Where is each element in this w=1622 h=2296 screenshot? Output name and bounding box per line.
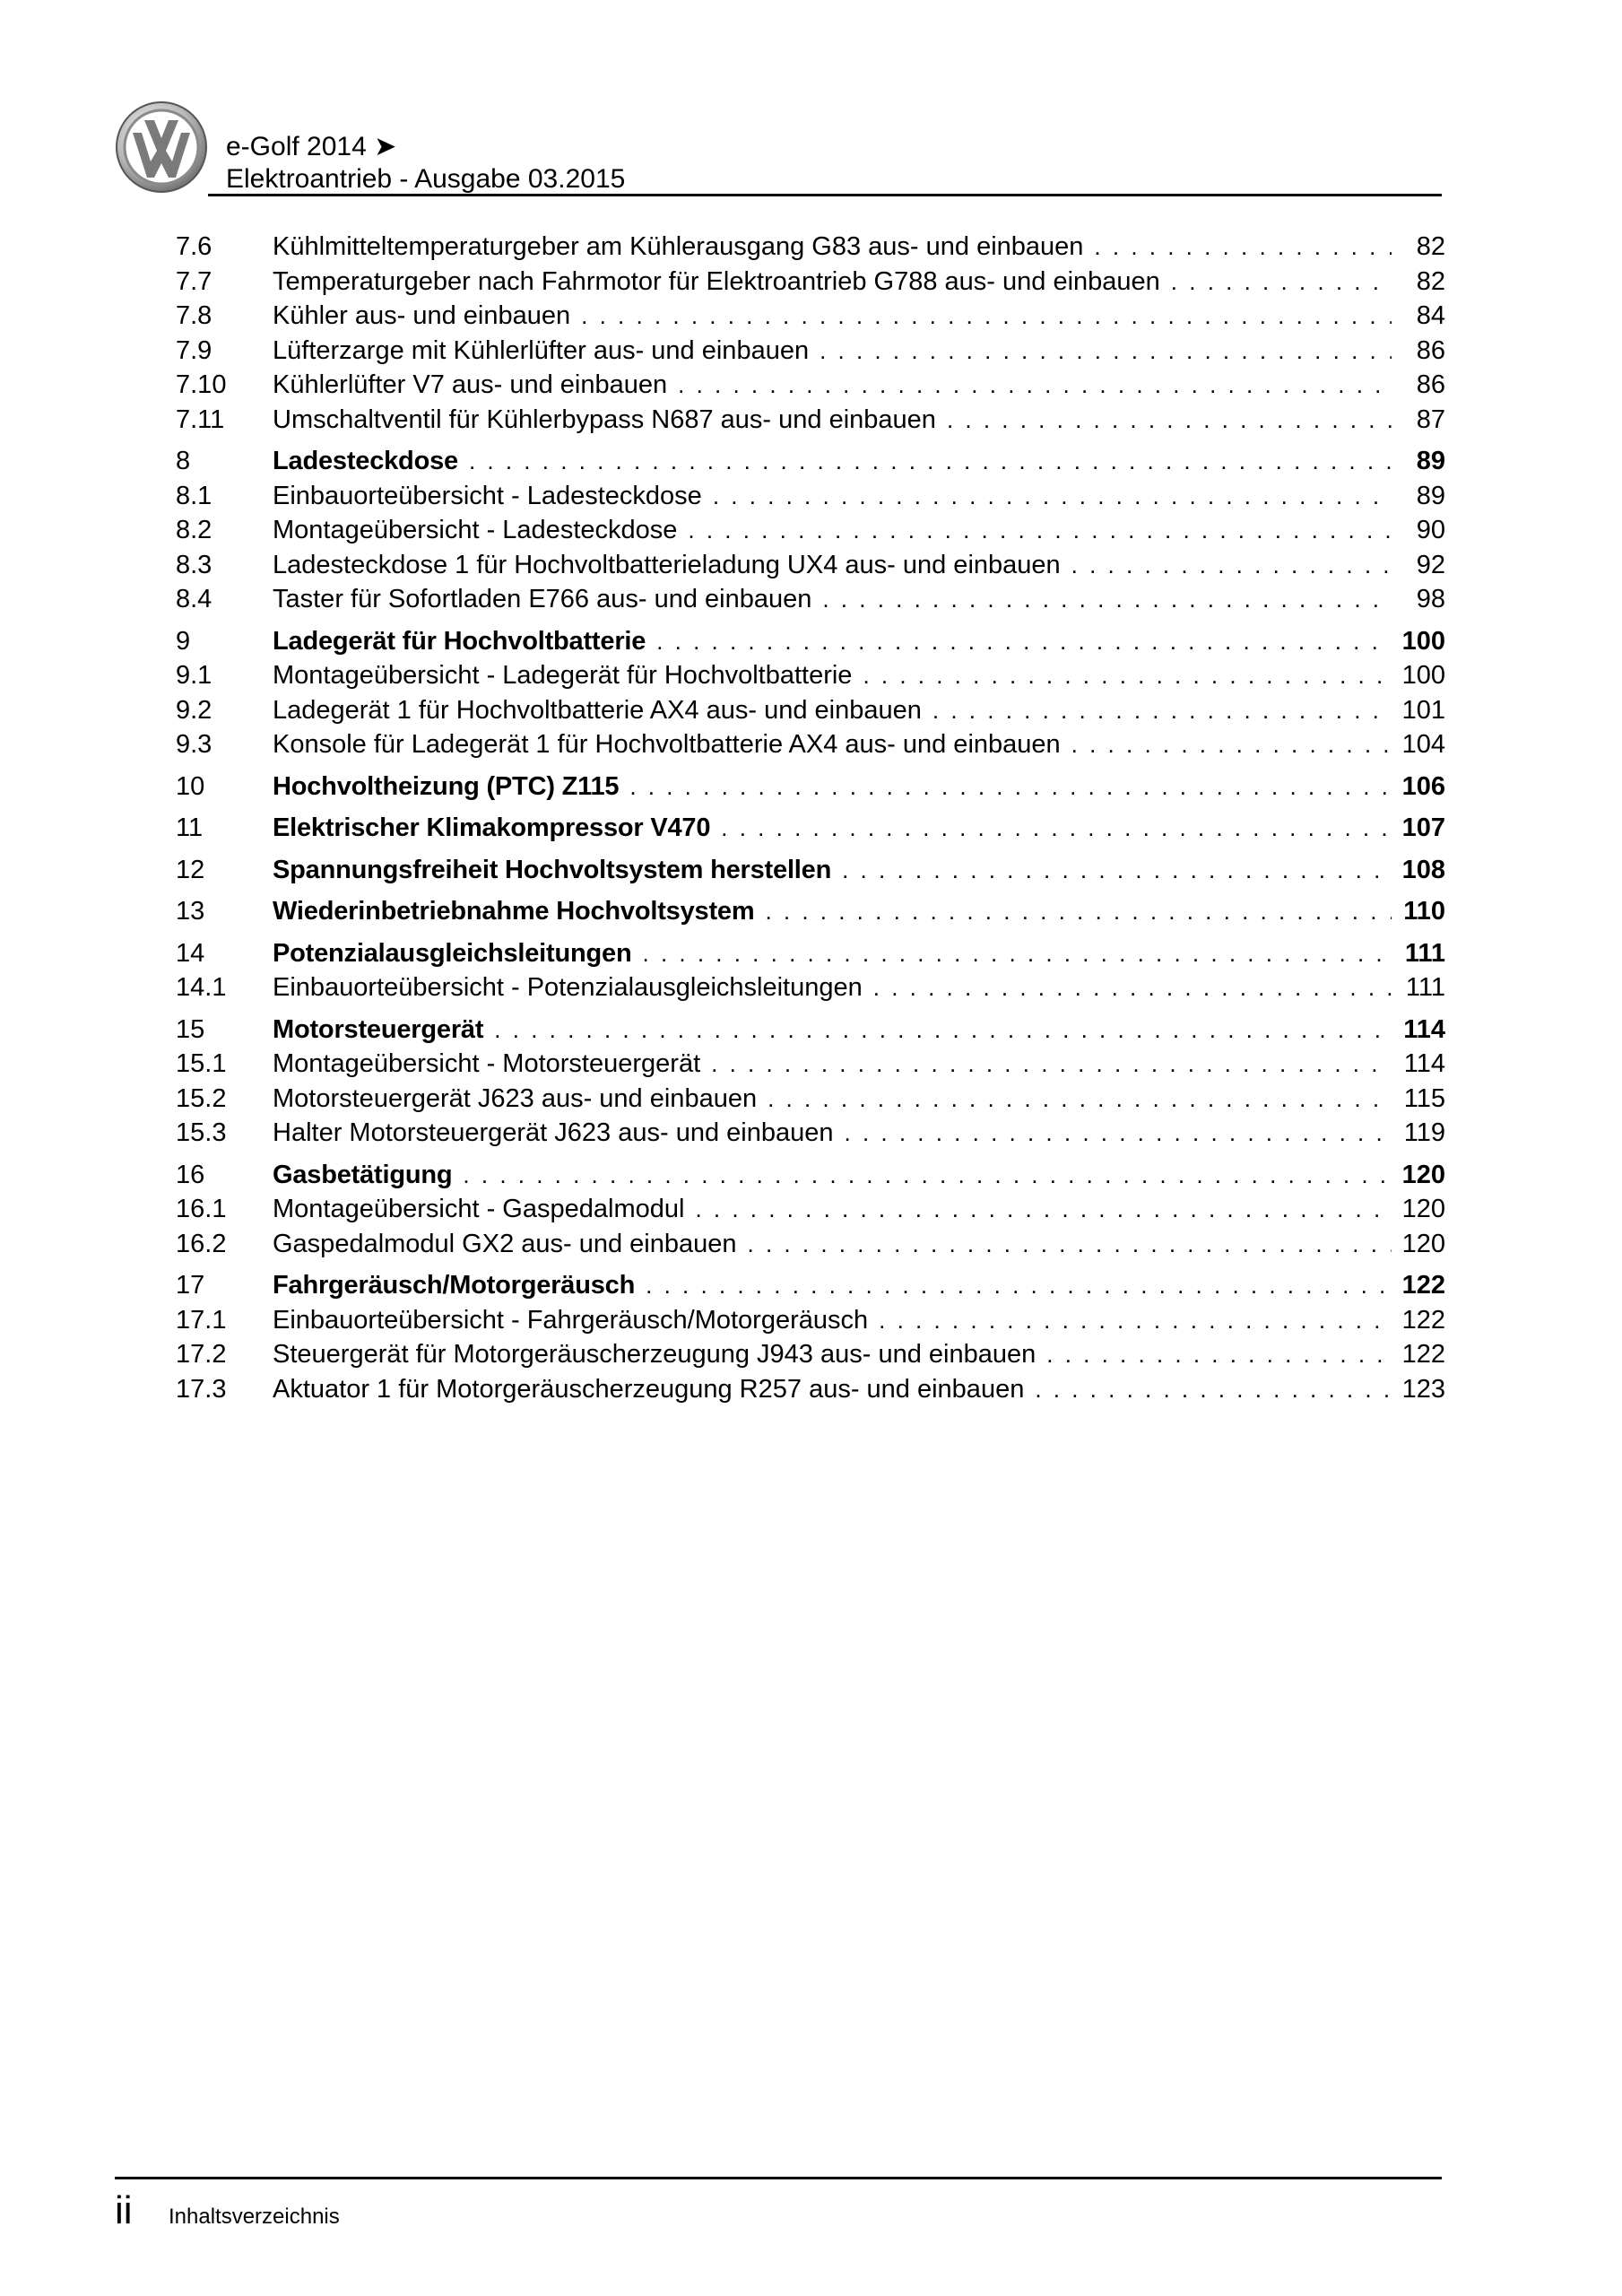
toc-entry-page: 101 xyxy=(1401,695,1445,725)
toc-section-entry[interactable] xyxy=(176,727,1445,762)
toc-chapter-entry[interactable] xyxy=(176,853,1445,888)
toc-entry-page: 111 xyxy=(1404,938,1445,968)
toc-entry-page: 92 xyxy=(1416,550,1445,579)
toc-entry-page: 89 xyxy=(1416,447,1445,475)
toc-entry-page: 120 xyxy=(1401,1195,1445,1223)
toc-entry-title: Motorsteuergerät J623 aus- und einbauen xyxy=(273,1083,758,1113)
toc-entry-title: Umschaltventil für Kühlerbypass N687 aus- und einbauen xyxy=(273,404,936,434)
toc-entry-title: Steuergerät für Motorgeräuscherzeugung J943 aus- und einbauen xyxy=(273,1340,1037,1369)
toc-entry-page: 86 xyxy=(1416,335,1445,365)
toc-dot-leader xyxy=(1171,265,1392,300)
toc-entry-page: 84 xyxy=(1416,301,1445,330)
toc-entry-title: Ladegerät für Hochvoltbatterie xyxy=(273,626,646,656)
toc-entry-number: 16.2 xyxy=(176,1229,227,1258)
toc-entry-number: 15 xyxy=(176,1014,205,1044)
toc-dot-leader xyxy=(581,299,1392,334)
toc-dot-leader xyxy=(822,582,1392,617)
toc-entry-number: 12 xyxy=(176,855,205,884)
header-text xyxy=(226,131,625,196)
toc-entry-number: 17.2 xyxy=(176,1340,227,1369)
toc-entry-page: 111 xyxy=(1405,973,1445,1002)
toc-entry-title: Fahrgeräusch/Motorgeräusch xyxy=(273,1271,636,1300)
toc-section-entry[interactable] xyxy=(176,693,1445,728)
toc-entry-page: 115 xyxy=(1403,1083,1445,1113)
toc-entry-page: 100 xyxy=(1401,626,1445,656)
toc-section-entry[interactable] xyxy=(176,658,1445,693)
toc-entry-page: 104 xyxy=(1401,730,1445,759)
toc-entry-page: 86 xyxy=(1416,370,1445,399)
toc-dot-leader xyxy=(713,479,1392,514)
toc-section-entry[interactable] xyxy=(176,582,1445,617)
toc-entry-number: 16.1 xyxy=(176,1195,227,1223)
toc-entry-title: Kühlerlüfter V7 aus- und einbauen xyxy=(273,370,668,399)
toc-entry-title: Potenzialausgleichsleitungen xyxy=(273,938,632,968)
toc-entry-number: 9.3 xyxy=(176,730,213,759)
toc-entry-number: 10 xyxy=(176,771,205,801)
toc-entry-title: Montageübersicht - Gaspedalmodul xyxy=(273,1195,685,1223)
page-header xyxy=(115,100,1442,197)
toc-entry-title: Lüfterzarge mit Kühlerlüfter aus- und einbauen xyxy=(273,335,810,365)
toc-section-entry[interactable] xyxy=(176,970,1445,1005)
toc-dot-leader xyxy=(768,1082,1392,1117)
toc-section-entry[interactable] xyxy=(176,513,1445,548)
toc-entry-number: 7.9 xyxy=(176,335,213,365)
toc-dot-leader xyxy=(463,1158,1392,1193)
toc-entry-number: 13 xyxy=(176,897,205,926)
toc-dot-leader xyxy=(646,1268,1392,1303)
footer-divider xyxy=(115,2177,1442,2179)
toc-entry-title: Wiederinbetriebnahme Hochvoltsystem xyxy=(273,897,755,926)
toc-entry-page: 110 xyxy=(1403,897,1445,926)
toc-entry-number: 15.3 xyxy=(176,1118,227,1147)
header-divider xyxy=(208,194,1442,196)
toc-entry-page: 120 xyxy=(1401,1229,1445,1258)
toc-entry-number: 17.1 xyxy=(176,1305,227,1335)
toc-section-entry[interactable] xyxy=(176,299,1445,334)
toc-chapter-entry[interactable] xyxy=(176,770,1445,804)
toc-entry-title: Konsole für Ladegerät 1 für Hochvoltbatterie AX4 aus- und einbauen xyxy=(273,730,1061,759)
toc-entry-number: 8.3 xyxy=(176,550,213,579)
toc-entry-title: Elektrischer Klimakompressor V470 xyxy=(273,813,711,842)
toc-chapter-entry[interactable] xyxy=(176,1268,1445,1303)
toc-section-entry[interactable] xyxy=(176,1372,1445,1407)
toc-entry-number: 9.1 xyxy=(176,661,213,690)
toc-section-entry[interactable] xyxy=(176,403,1445,438)
toc-entry-title: Hochvoltheizung (PTC) Z115 xyxy=(273,771,620,801)
vw-logo-icon xyxy=(115,100,208,194)
toc-entry-title: Ladegerät 1 für Hochvoltbatterie AX4 aus- und einbauen xyxy=(273,695,922,725)
toc-section-entry[interactable] xyxy=(176,368,1445,403)
toc-dot-leader xyxy=(721,811,1392,846)
toc-entry-title: Einbauorteübersicht - Ladesteckdose xyxy=(273,481,702,510)
toc-entry-title: Gaspedalmodul GX2 aus- und einbauen xyxy=(273,1229,737,1258)
toc-dot-leader xyxy=(1046,1337,1392,1372)
toc-entry-number: 15.1 xyxy=(176,1049,227,1078)
toc-entry-title: Temperaturgeber nach Fahrmotor für Elektroantrieb G788 aus- und einbauen xyxy=(273,266,1160,296)
toc-section-entry[interactable] xyxy=(176,1082,1445,1117)
toc-section-entry[interactable] xyxy=(176,265,1445,300)
toc-entry-title: Kühler aus- und einbauen xyxy=(273,301,571,330)
toc-entry-page: 108 xyxy=(1401,855,1445,884)
toc-dot-leader xyxy=(845,1116,1392,1151)
toc-dot-leader xyxy=(765,894,1392,929)
toc-dot-leader xyxy=(695,1192,1392,1227)
footer-page-number: ii xyxy=(115,2188,133,2232)
toc-entry-number: 17 xyxy=(176,1271,205,1300)
toc-entry-title: Taster für Sofortladen E766 aus- und einbauen xyxy=(273,585,812,613)
toc-entry-number: 16 xyxy=(176,1160,205,1189)
toc-dot-leader xyxy=(1071,548,1392,583)
toc-entry-page: 87 xyxy=(1416,404,1445,434)
toc-entry-title: Ladesteckdose xyxy=(273,447,458,475)
toc-entry-page: 123 xyxy=(1401,1374,1445,1404)
toc-entry-page: 114 xyxy=(1403,1049,1445,1078)
toc-entry-number: 9.2 xyxy=(176,695,213,725)
toc-entry-title: Montageübersicht - Ladegerät für Hochvoltbatterie xyxy=(273,661,853,690)
toc-entry-number: 9 xyxy=(176,626,191,656)
toc-section-entry[interactable] xyxy=(176,479,1445,514)
toc-entry-title: Ladesteckdose 1 für Hochvoltbatterieladung UX4 aus- und einbauen xyxy=(273,550,1061,579)
toc-chapter-entry[interactable] xyxy=(176,1158,1445,1193)
toc-dot-leader xyxy=(643,936,1392,971)
toc-entry-number: 7.7 xyxy=(176,266,213,296)
toc-chapter-entry[interactable] xyxy=(176,1013,1445,1048)
document-title: e-Golf 2014 ➤ xyxy=(226,132,397,161)
toc-entry-number: 8.2 xyxy=(176,516,213,544)
toc-entry-title: Einbauorteübersicht - Potenzialausgleichsleitungen xyxy=(273,973,863,1002)
toc-entry-title: Gasbetätigung xyxy=(273,1160,453,1189)
toc-entry-title: Halter Motorsteuergerät J623 aus- und einbauen xyxy=(273,1118,834,1147)
toc-chapter-entry[interactable] xyxy=(176,894,1445,929)
toc-entry-title: Motorsteuergerät xyxy=(273,1014,484,1044)
toc-entry-title: Montageübersicht - Ladesteckdose xyxy=(273,516,678,544)
toc-entry-number: 11 xyxy=(176,813,204,842)
toc-entry-number: 7.8 xyxy=(176,301,213,330)
toc-dot-leader xyxy=(629,770,1392,804)
toc-chapter-entry[interactable] xyxy=(176,624,1445,659)
toc-dot-leader xyxy=(748,1227,1392,1262)
toc-entry-page: 122 xyxy=(1401,1305,1445,1335)
toc-entry-number: 7.10 xyxy=(176,370,227,399)
toc-chapter-entry[interactable] xyxy=(176,811,1445,846)
toc-dot-leader xyxy=(873,970,1392,1005)
table-of-contents xyxy=(176,230,1445,1406)
toc-entry-number: 7.11 xyxy=(176,404,225,434)
toc-entry-number: 14 xyxy=(176,938,205,968)
toc-entry-number: 14.1 xyxy=(176,973,227,1002)
toc-section-entry[interactable] xyxy=(176,230,1445,265)
toc-dot-leader xyxy=(820,334,1392,369)
toc-entry-title: Montageübersicht - Motorsteuergerät xyxy=(273,1049,701,1078)
toc-entry-title: Einbauorteübersicht - Fahrgeräusch/Motorgeräusch xyxy=(273,1305,869,1335)
toc-entry-number: 8 xyxy=(176,447,191,475)
toc-entry-page: 114 xyxy=(1403,1014,1445,1044)
toc-section-entry[interactable] xyxy=(176,1303,1445,1338)
toc-entry-page: 107 xyxy=(1401,813,1445,842)
toc-entry-number: 15.2 xyxy=(176,1083,227,1113)
toc-dot-leader xyxy=(1094,230,1392,265)
page-footer xyxy=(115,2188,340,2233)
toc-entry-number: 8.4 xyxy=(176,585,213,613)
toc-entry-page: 82 xyxy=(1416,266,1445,296)
toc-section-entry[interactable] xyxy=(176,1116,1445,1151)
toc-entry-page: 90 xyxy=(1416,516,1445,544)
toc-dot-leader xyxy=(1035,1372,1392,1407)
toc-entry-number: 8.1 xyxy=(176,481,213,510)
toc-entry-number: 7.6 xyxy=(176,232,213,261)
toc-entry-page: 100 xyxy=(1401,661,1445,690)
toc-entry-page: 98 xyxy=(1416,585,1445,613)
toc-section-entry[interactable] xyxy=(176,548,1445,583)
toc-section-entry[interactable] xyxy=(176,1192,1445,1227)
toc-entry-page: 89 xyxy=(1416,481,1445,510)
toc-entry-page: 106 xyxy=(1401,771,1445,801)
toc-entry-number: 17.3 xyxy=(176,1374,227,1404)
toc-dot-leader xyxy=(469,444,1392,479)
toc-dot-leader xyxy=(678,368,1392,403)
toc-dot-leader xyxy=(711,1047,1392,1082)
toc-section-entry[interactable] xyxy=(176,1227,1445,1262)
toc-section-entry[interactable] xyxy=(176,1337,1445,1372)
toc-entry-page: 122 xyxy=(1401,1271,1445,1300)
toc-section-entry[interactable] xyxy=(176,1047,1445,1082)
toc-dot-leader xyxy=(879,1303,1392,1338)
toc-dot-leader xyxy=(494,1013,1392,1048)
toc-dot-leader xyxy=(656,624,1392,659)
toc-dot-leader xyxy=(863,658,1392,693)
footer-label: Inhaltsverzeichnis xyxy=(169,2205,340,2229)
toc-chapter-entry[interactable] xyxy=(176,936,1445,971)
toc-entry-title: Aktuator 1 für Motorgeräuscherzeugung R257 aus- und einbauen xyxy=(273,1374,1025,1404)
toc-dot-leader xyxy=(842,853,1392,888)
toc-dot-leader xyxy=(688,513,1392,548)
toc-dot-leader xyxy=(1071,727,1392,762)
toc-entry-page: 122 xyxy=(1401,1340,1445,1369)
toc-section-entry[interactable] xyxy=(176,334,1445,369)
toc-entry-page: 82 xyxy=(1416,232,1445,261)
toc-dot-leader xyxy=(947,403,1392,438)
toc-chapter-entry[interactable] xyxy=(176,444,1445,479)
document-subtitle: Elektroantrieb - Ausgabe 03.2015 xyxy=(226,164,626,194)
toc-entry-page: 120 xyxy=(1401,1160,1445,1189)
toc-entry-page: 119 xyxy=(1403,1118,1445,1147)
toc-entry-title: Kühlmitteltemperaturgeber am Kühlerausgang G83 aus- und einbauen xyxy=(273,232,1084,261)
toc-dot-leader xyxy=(932,693,1392,728)
toc-entry-title: Spannungsfreiheit Hochvoltsystem herstellen xyxy=(273,855,832,884)
